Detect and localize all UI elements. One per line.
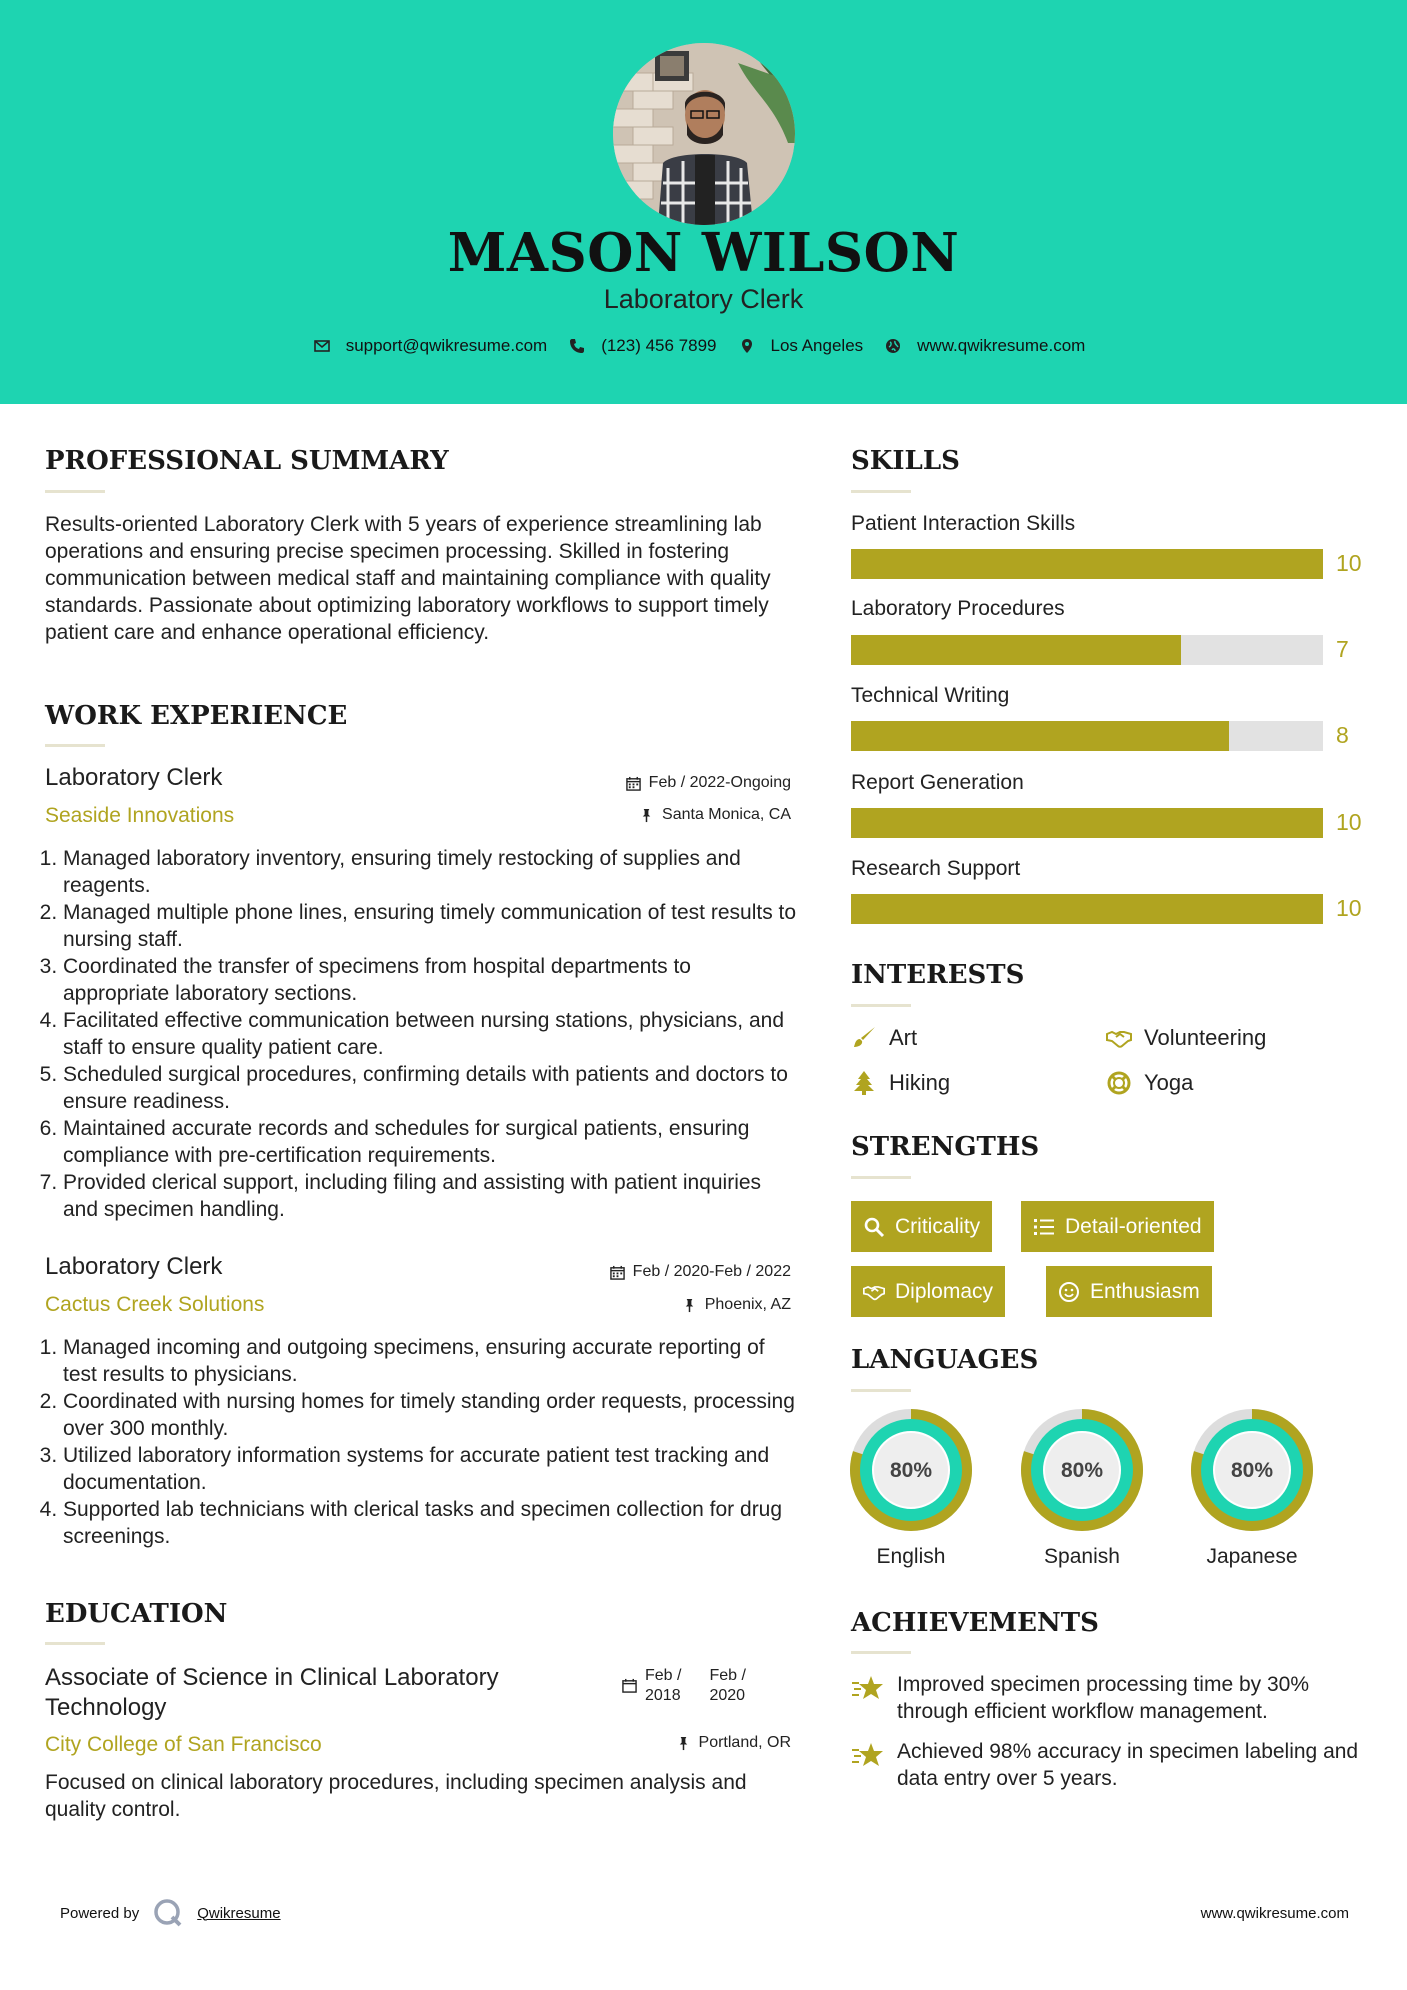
contact-email[interactable] xyxy=(314,336,548,356)
languages-heading: LANGUAGES xyxy=(851,1345,1039,1375)
language-gauge xyxy=(1191,1409,1313,1531)
achievement-item xyxy=(851,1671,1371,1725)
list-item: 4. Facilitated effective communication between nursing stations, physicians, and staff to ensure quality patient care. xyxy=(63,1007,800,1061)
interest-hiking xyxy=(851,1070,950,1096)
language-label: English xyxy=(876,1545,946,1568)
education-heading: EDUCATION xyxy=(45,1599,228,1629)
handshake-icon xyxy=(863,1281,885,1303)
language-label: Japanese xyxy=(1206,1545,1298,1568)
skill-bar xyxy=(851,721,1323,751)
summary-text: Results-oriented Laboratory Clerk with 5 years of experience streamlining lab operations and ensuring precise specimen processing. Skilled in fostering communication between medical staff and maintaining compliance with quality standards. Passionate about optimizing laboratory workflows to support timely patient care and enhance operational efficiency. xyxy=(45,513,771,644)
job-2-company: Cactus Creek Solutions xyxy=(45,1293,265,1316)
strength-label: Enthusiasm xyxy=(1090,1279,1200,1303)
language-gauge xyxy=(1021,1409,1143,1531)
education-start-line-1: Feb / xyxy=(645,1667,682,1684)
skill-label: Report Generation xyxy=(851,771,1024,794)
search-icon xyxy=(863,1216,885,1238)
strength-label: Detail-oriented xyxy=(1065,1214,1202,1238)
skill-bar xyxy=(851,635,1323,665)
job-1-dates xyxy=(560,774,791,792)
achievement-text: Achieved 98% accuracy in specimen labeling and data entry over 5 years. xyxy=(897,1740,1359,1790)
star-icon xyxy=(851,1673,885,1703)
education-start-line-2: 2018 xyxy=(645,1687,681,1704)
powered-by-text: Powered by xyxy=(60,1904,140,1922)
interest-volunteering xyxy=(1106,1025,1266,1051)
education-location xyxy=(560,1734,791,1752)
skills-heading: SKILLS xyxy=(851,446,960,476)
skill-value: 10 xyxy=(1336,550,1362,576)
education-description: Focused on clinical laboratory procedures, including specimen analysis and quality control. xyxy=(45,1771,747,1821)
interests-underline xyxy=(851,1004,911,1007)
interest-art xyxy=(851,1025,917,1051)
achievement-text: Improved specimen processing time by 30% through efficient workflow management. xyxy=(897,1673,1310,1723)
contact-phone-text: (123) 456 7899 xyxy=(601,336,717,355)
education-start xyxy=(645,1666,681,1706)
achievements-heading: ACHIEVEMENTS xyxy=(851,1608,1099,1638)
pushpin-icon xyxy=(676,1736,691,1751)
skill-value: 7 xyxy=(1336,636,1349,662)
skill-bar xyxy=(851,549,1323,579)
candidate-name: MASON WILSON xyxy=(447,222,960,284)
strength-label: Diplomacy xyxy=(895,1279,994,1303)
skill-label: Research Support xyxy=(851,857,1021,880)
profile-photo-icon xyxy=(613,43,795,225)
achievements-underline xyxy=(851,1651,911,1654)
phone-icon xyxy=(569,338,585,354)
education-dates xyxy=(622,1666,746,1706)
strength-chip-enthusiasm xyxy=(1046,1266,1212,1317)
footer-powered-by xyxy=(60,1898,281,1928)
skill-bar-fill xyxy=(851,635,1181,665)
education-end-line-2: 2020 xyxy=(709,1687,746,1704)
interests-heading: INTERESTS xyxy=(851,960,1025,990)
interest-label: Art xyxy=(889,1025,918,1050)
job-2-bullets xyxy=(45,1334,800,1550)
list-item: 1. Managed incoming and outgoing specimens, ensuring accurate reporting of test results to physicians. xyxy=(63,1334,800,1388)
job-2-dates xyxy=(540,1263,791,1281)
skill-bar-fill xyxy=(851,721,1229,751)
skill-value: 10 xyxy=(1336,809,1362,835)
list-item: 2. Managed multiple phone lines, ensuring timely communication of test results to nursing staff. xyxy=(63,899,800,953)
gauge-percent-label: 80% xyxy=(1230,1459,1274,1482)
job-1-title: Laboratory Clerk xyxy=(45,764,223,791)
candidate-title: Laboratory Clerk xyxy=(603,284,804,314)
gauge-percent-label: 80% xyxy=(889,1459,933,1482)
pushpin-icon xyxy=(682,1298,697,1313)
skill-label: Technical Writing xyxy=(851,684,1010,707)
education-school: City College of San Francisco xyxy=(45,1733,322,1756)
job-1-location-text: Santa Monica, CA xyxy=(662,806,791,823)
handshake-icon xyxy=(1106,1025,1132,1051)
pushpin-icon xyxy=(639,808,654,823)
list-item: 7. Provided clerical support, including filing and assisting with patient inquiries and specimen handling. xyxy=(63,1169,800,1223)
list-item: 3. Coordinated the transfer of specimens from hospital departments to appropriate laboratory sections. xyxy=(63,953,800,1007)
brand-link[interactable]: Qwikresume xyxy=(197,1904,281,1922)
summary-heading: PROFESSIONAL SUMMARY xyxy=(45,446,449,476)
calendar-icon xyxy=(622,1678,637,1693)
strength-label: Criticality xyxy=(895,1214,981,1238)
job-1-company: Seaside Innovations xyxy=(45,804,235,827)
calendar-icon xyxy=(626,776,641,791)
contact-bar xyxy=(0,336,1407,356)
strength-chip-criticality xyxy=(851,1201,992,1252)
experience-heading: WORK EXPERIENCE xyxy=(45,701,348,731)
header-banner xyxy=(0,0,1407,404)
list-item: 3. Utilized laboratory information systems for accurate patient test tracking and documentation. xyxy=(63,1442,800,1496)
strength-chip-detail-oriented xyxy=(1021,1201,1214,1252)
list-item: 5. Scheduled surgical procedures, confirming details with patients and doctors to ensure readiness. xyxy=(63,1061,800,1115)
job-2-location-text: Phoenix, AZ xyxy=(704,1296,791,1313)
tree-icon xyxy=(851,1070,877,1096)
lifering-icon xyxy=(1106,1070,1132,1096)
contact-website-text: www.qwikresume.com xyxy=(917,336,1086,355)
map-marker-icon xyxy=(739,338,755,354)
skill-label: Laboratory Procedures xyxy=(851,597,1065,620)
strength-chip-diplomacy xyxy=(851,1266,1005,1317)
skill-bar-fill xyxy=(851,808,1323,838)
experience-underline xyxy=(45,744,105,747)
language-gauge xyxy=(850,1409,972,1531)
job-2-location xyxy=(560,1296,791,1314)
job-1-dates-text: Feb / 2022-Ongoing xyxy=(648,774,791,791)
calendar-icon xyxy=(610,1265,625,1280)
summary-underline xyxy=(45,490,105,493)
skill-label: Patient Interaction Skills xyxy=(851,512,1076,535)
interest-label: Volunteering xyxy=(1144,1025,1267,1050)
list-item: 4. Supported lab technicians with clerical tasks and specimen collection for drug screenings. xyxy=(63,1496,800,1550)
contact-phone[interactable] xyxy=(569,336,716,356)
skill-bar xyxy=(851,894,1323,924)
skill-bar xyxy=(851,808,1323,838)
skill-value: 10 xyxy=(1336,895,1362,921)
contact-email-text: support@qwikresume.com xyxy=(345,336,548,355)
contact-location xyxy=(739,336,864,356)
languages-underline xyxy=(851,1389,911,1392)
education-end xyxy=(709,1666,745,1706)
interest-yoga xyxy=(1106,1070,1193,1096)
envelope-icon xyxy=(314,338,330,354)
strengths-underline xyxy=(851,1176,911,1179)
contact-website[interactable] xyxy=(885,336,1085,356)
interest-label: Yoga xyxy=(1144,1070,1194,1095)
education-end-line-1: Feb / xyxy=(709,1667,746,1684)
skill-bar-fill xyxy=(851,549,1323,579)
gauge-percent-label: 80% xyxy=(1060,1459,1104,1482)
list-item: 6. Maintained accurate records and schedules for surgical patients, ensuring compliance with pre-certification requirements. xyxy=(63,1115,800,1169)
job-1-location xyxy=(560,806,791,824)
strengths-heading: STRENGTHS xyxy=(851,1132,1040,1162)
education-degree: Associate of Science in Clinical Laboratory Technology xyxy=(45,1664,499,1721)
job-2-dates-text: Feb / 2020-Feb / 2022 xyxy=(632,1263,791,1280)
list-item: 1. Managed laboratory inventory, ensuring timely restocking of supplies and reagents. xyxy=(63,845,800,899)
interest-label: Hiking xyxy=(889,1070,951,1095)
skills-underline xyxy=(851,490,911,493)
globe-icon xyxy=(885,338,901,354)
qwikresume-logo-icon xyxy=(153,1898,183,1928)
list-item: 2. Coordinated with nursing homes for timely standing order requests, processing over 300 monthly. xyxy=(63,1388,800,1442)
education-underline xyxy=(45,1642,105,1645)
contact-location-text: Los Angeles xyxy=(770,336,864,355)
skill-value: 8 xyxy=(1336,722,1349,748)
star-icon xyxy=(851,1740,885,1770)
footer-url[interactable]: www.qwikresume.com xyxy=(1200,1905,1349,1922)
smile-icon xyxy=(1058,1281,1080,1303)
education-location-text: Portland, OR xyxy=(698,1734,791,1751)
job-1-bullets xyxy=(45,845,800,1223)
paintbrush-icon xyxy=(851,1025,877,1051)
achievement-item xyxy=(851,1738,1371,1792)
job-2-title: Laboratory Clerk xyxy=(45,1253,223,1280)
avatar xyxy=(613,43,795,225)
language-label: Spanish xyxy=(1044,1545,1120,1568)
list-icon xyxy=(1033,1216,1055,1238)
skill-bar-fill xyxy=(851,894,1323,924)
